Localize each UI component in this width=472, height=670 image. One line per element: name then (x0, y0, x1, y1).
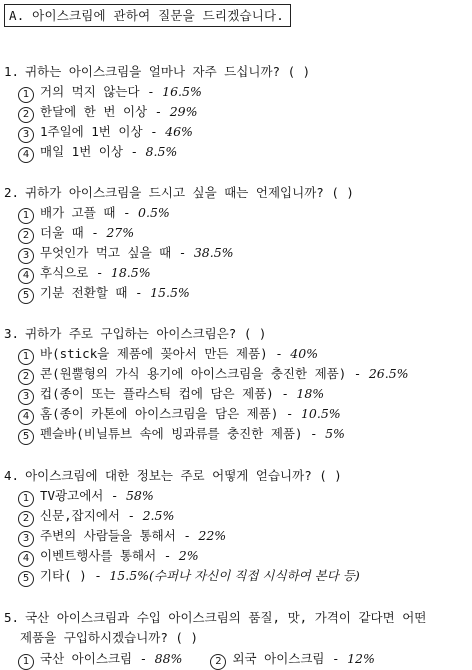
q4-option-3 (18, 526, 226, 547)
option-text: 바(stick을 제품에 꽂아서 만든 제품) - (40, 346, 291, 361)
option-text: 기분 전환할 때 - (40, 285, 151, 300)
question-number: 2. (4, 185, 20, 200)
option-text: 국산 아이스크림 - (40, 651, 155, 666)
option-text: 신문,잡지에서 - (40, 508, 143, 523)
option-percent: 40% (290, 346, 319, 361)
q3-option-1 (18, 344, 318, 365)
q3-option-2 (18, 364, 409, 385)
option-number-circle: 2 (210, 654, 226, 670)
option-percent: 10.5% (300, 406, 341, 421)
option-number-circle: 2 (18, 228, 34, 244)
question-text: 아이스크림에 대한 정보는 주로 어떻게 얻습니까? ( ) (25, 468, 342, 483)
option-number-circle: 2 (18, 511, 34, 527)
option-percent: 46% (165, 124, 193, 139)
question-text: 귀하가 아이스크림을 드시고 싶을 때는 언제입니까? ( ) (25, 185, 354, 200)
question-number: 3. (4, 326, 20, 341)
q2-option-4 (18, 263, 151, 284)
option-text: 컵(종이 또는 플라스틱 컵에 담은 제품) - (40, 386, 297, 401)
option-text: 주변의 사람들을 통해서 - (40, 528, 199, 543)
option-number-circle: 1 (18, 87, 34, 103)
option-number-circle: 4 (18, 268, 34, 284)
q5-options (18, 649, 375, 670)
option-percent: 8.5% (145, 144, 178, 159)
option-text: 이벤트행사를 통해서 - (40, 548, 179, 563)
section-header (4, 4, 291, 27)
option-number-circle: 1 (18, 349, 34, 365)
option-percent: 88% (154, 651, 183, 666)
option-number-circle: 5 (18, 571, 34, 587)
option-percent: 58% (125, 488, 154, 503)
option-number-circle: 3 (18, 531, 34, 547)
option-number-circle: 4 (18, 409, 34, 425)
option-percent: 29% (169, 104, 198, 119)
option-number-circle: 4 (18, 551, 34, 567)
option-percent: 15.5%(수퍼나 자신이 직접 시식하여 본다 등) (109, 568, 360, 583)
option-text: 무엇인가 먹고 싶을 때 - (40, 245, 194, 260)
question-number: 4. (4, 468, 20, 483)
option-number-circle: 3 (18, 127, 34, 143)
q3-option-5 (18, 424, 345, 445)
option-text: 1주일에 1번 이상 - (40, 124, 166, 139)
q5-option-2 (210, 651, 374, 666)
option-percent: 2% (178, 548, 199, 563)
option-text: 기타( ) - (40, 568, 110, 583)
option-percent: 18% (296, 386, 325, 401)
option-number-circle: 5 (18, 288, 34, 304)
option-text: 펜슬바(비닐튜브 속에 빙과류를 충진한 제품) - (40, 426, 326, 441)
option-number-circle: 1 (18, 491, 34, 507)
q2-option-1 (18, 203, 170, 224)
option-number-circle: 3 (18, 389, 34, 405)
option-number-circle: 3 (18, 248, 34, 264)
question-5-continued (20, 628, 198, 646)
option-text: TV광고에서 - (40, 488, 126, 503)
section-title: A. 아이스크림에 관하여 질문을 드리겠습니다. (9, 8, 285, 23)
q1-option-3 (18, 122, 193, 143)
option-number-circle: 1 (18, 654, 34, 670)
q2-option-2 (18, 223, 134, 244)
question-2 (4, 183, 354, 201)
option-percent: 2.5% (142, 508, 175, 523)
q3-option-3 (18, 384, 324, 405)
q4-option-4 (18, 546, 199, 567)
question-text: 국산 아이스크림과 수입 아이스크림의 품질, 맛, 가격이 같다면 어떤 (25, 610, 427, 625)
option-percent: 18.5% (110, 265, 151, 280)
q3-option-4 (18, 404, 341, 425)
option-percent: 16.5% (162, 84, 202, 99)
option-percent: 12% (347, 651, 375, 666)
option-text: 더울 때 - (40, 225, 107, 240)
option-text: 매일 1번 이상 - (40, 144, 146, 159)
question-1 (4, 62, 310, 80)
option-percent: 26.5% (368, 366, 409, 381)
option-percent: 5% (325, 426, 345, 441)
option-percent: 22% (198, 528, 227, 543)
option-text: 홈(종이 카톤에 아이스크림을 담은 제품) - (40, 406, 301, 421)
option-percent: 15.5% (150, 285, 190, 300)
q2-option-3 (18, 243, 234, 264)
q4-option-2 (18, 506, 174, 527)
q4-option-5 (18, 566, 360, 587)
option-number-circle: 1 (18, 208, 34, 224)
q1-option-1 (18, 82, 202, 103)
question-number: 1. (4, 64, 20, 79)
option-text: 배가 고플 때 - (40, 205, 139, 220)
q2-option-5 (18, 283, 190, 304)
option-text: 후식으로 - (40, 265, 111, 280)
option-text: 한달에 한 번 이상 - (40, 104, 170, 119)
question-text: 귀하가 주로 구입하는 아이스크림은? ( ) (25, 326, 267, 341)
q1-option-4 (18, 142, 177, 163)
option-number-circle: 5 (18, 429, 34, 445)
option-text: 거의 먹지 않는다 - (40, 84, 163, 99)
question-text-continued: 제품을 구입하시겠습니까? ( ) (20, 630, 198, 645)
question-number: 5. (4, 610, 20, 625)
q5-option-1 (18, 651, 182, 666)
option-percent: 27% (106, 225, 135, 240)
question-text: 귀하는 아이스크림을 얼마나 자주 드십니까? ( ) (25, 64, 311, 79)
question-5 (4, 608, 426, 626)
question-3 (4, 324, 266, 342)
q4-option-1 (18, 486, 154, 507)
option-text: 콘(원뿔형의 가식 용기에 아이스크림을 충진한 제품) - (40, 366, 369, 381)
option-number-circle: 2 (18, 369, 34, 385)
option-number-circle: 4 (18, 147, 34, 163)
q1-option-2 (18, 102, 197, 123)
option-percent: 0.5% (138, 205, 170, 220)
option-percent: 38.5% (193, 245, 234, 260)
question-4 (4, 466, 342, 484)
option-text: 외국 아이스크림 - (232, 651, 348, 666)
option-number-circle: 2 (18, 107, 34, 123)
